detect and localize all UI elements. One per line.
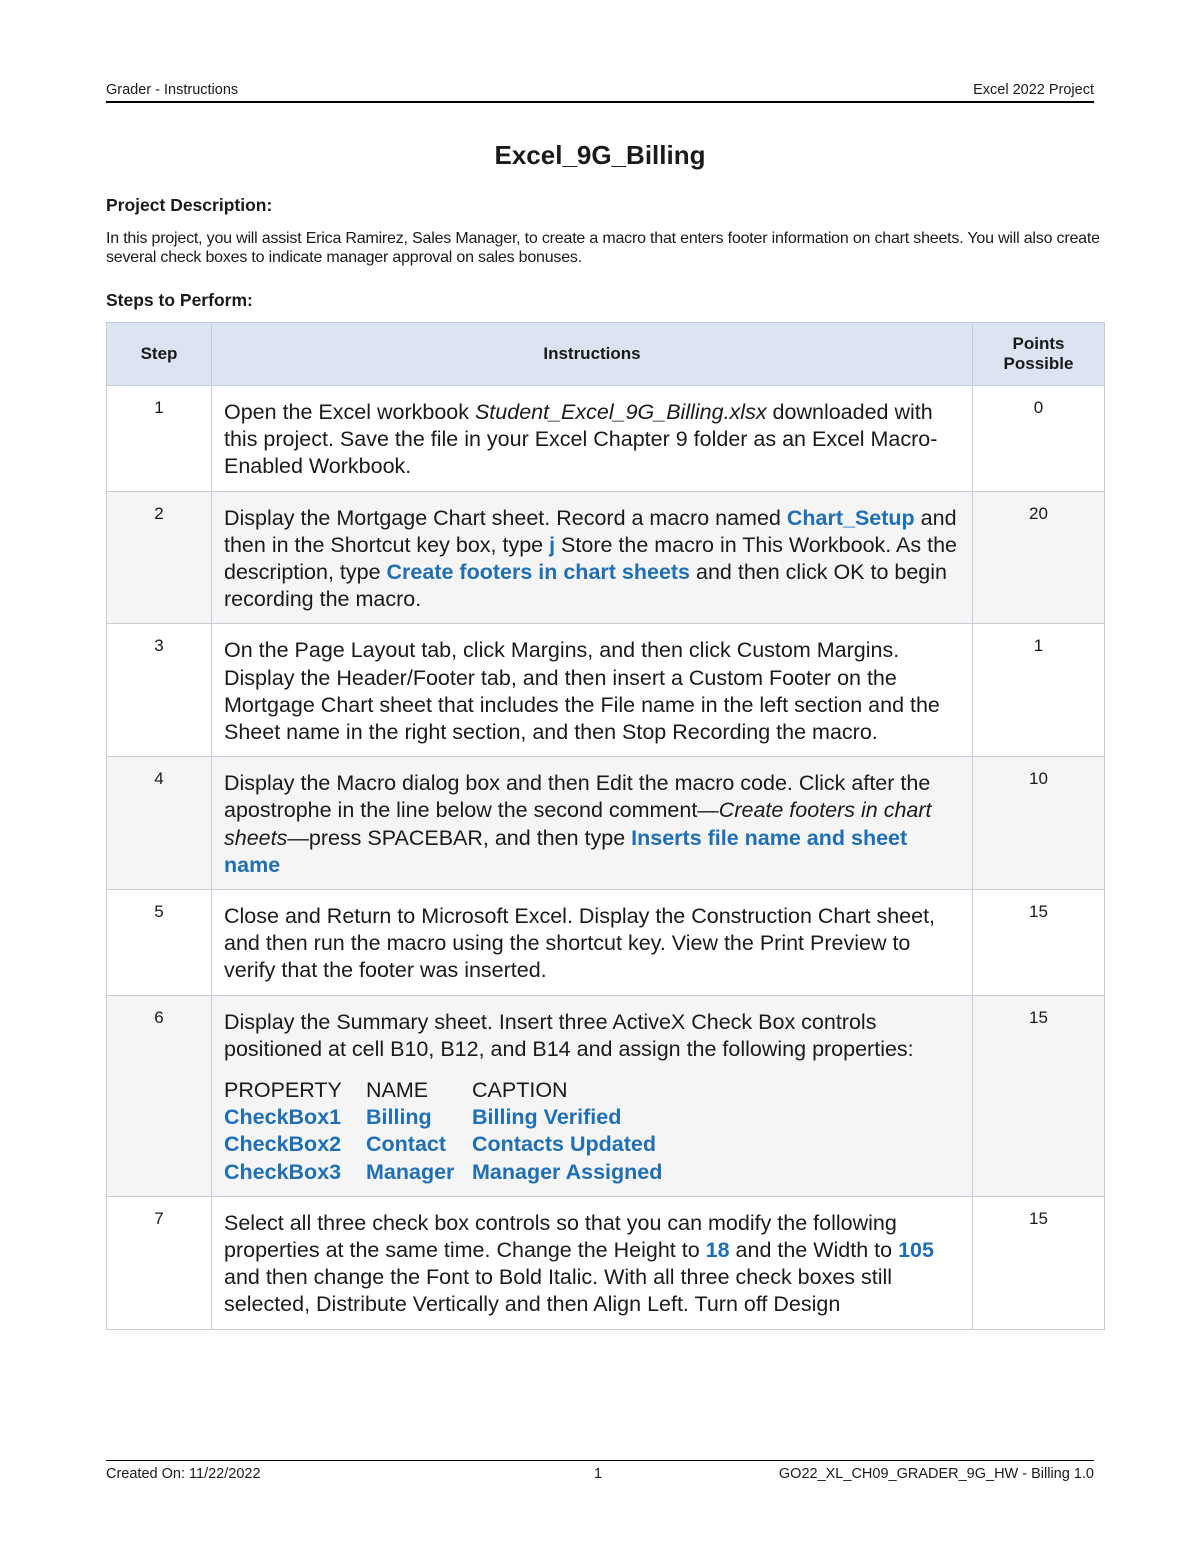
properties-list [224, 1077, 962, 1186]
page-number: 1 [594, 1466, 603, 1482]
step-instructions [212, 624, 973, 757]
step-number: 6 [107, 995, 212, 1196]
highlighted-text: 105 [898, 1238, 934, 1263]
points-possible: 15 [973, 1196, 1105, 1329]
instruction-text: Select all three check box controls so that you can modify the following properties at the same time. Change the Height to [224, 1210, 897, 1263]
table-row [107, 1196, 1105, 1329]
step-number: 4 [107, 757, 212, 890]
footer-right: GO22_XL_CH09_GRADER_9G_HW - Billing 1.0 [778, 1466, 1094, 1482]
property-caption-cell: Billing Verified [472, 1105, 622, 1130]
property-value-name-cell: Manager [366, 1159, 455, 1184]
header-right: Excel 2022 Project [973, 82, 1094, 98]
step-number: 7 [107, 1196, 212, 1329]
instruction-text: Display the Mortgage Chart sheet. Record a macro named [224, 505, 787, 530]
step-number: 3 [107, 624, 212, 757]
table-row [107, 890, 1105, 996]
project-description-heading: Project Description: [106, 195, 273, 215]
property-value-name-cell: Contact [366, 1132, 447, 1157]
column-header-step: Step [107, 323, 212, 386]
property-value-name-cell: NAME [366, 1078, 429, 1103]
highlighted-text: Inserts file name and sheet name [224, 825, 908, 877]
instruction-text: Open the Excel workbook [224, 400, 475, 424]
property-name-cell: CheckBox3 [224, 1159, 342, 1184]
steps-table [106, 322, 1105, 1330]
property-row [224, 1159, 962, 1186]
property-header-row [224, 1077, 962, 1104]
highlighted-text: Create footers in chart sheets [386, 560, 691, 585]
property-caption-cell: CAPTION [472, 1078, 568, 1103]
footer-left: Created On: 11/22/2022 [106, 1466, 261, 1482]
step-instructions [212, 386, 973, 492]
instruction-text: On the Page Layout tab, click Margins, and then click Custom Margins. Display the Header/Footer tab, and then insert a Custom Footer on the Mortgage Chart sheet that includes the File name in the left section and the Sheet name in the right section, and then Stop Recording the macro. [224, 638, 940, 745]
highlighted-text: Chart_Setup [786, 505, 915, 530]
instruction-text: Display the Summary sheet. Insert three ActiveX Check Box controls positioned at cell B10, B12, and B14 and assign the following properties: [224, 1009, 914, 1061]
instruction-text: Close and Return to Microsoft Excel. Display the Construction Chart sheet, and then run the macro using the shortcut key. View the Print Preview to verify that the footer was inserted. [224, 904, 936, 983]
footer-rule [106, 1460, 1094, 1461]
step-instructions [212, 995, 973, 1196]
italic-text: Student_Excel_9G_Billing.xlsx [474, 400, 767, 424]
property-name-cell: PROPERTY [224, 1078, 342, 1103]
column-header-instructions: Instructions [212, 323, 973, 386]
table-row [107, 624, 1105, 757]
step-number: 5 [107, 890, 212, 996]
points-possible: 15 [973, 995, 1105, 1196]
step-instructions [212, 491, 973, 624]
table-row [107, 491, 1105, 624]
table-header-row [107, 323, 1105, 386]
document-title: Excel_9G_Billing [494, 140, 706, 170]
points-possible: 15 [973, 890, 1105, 996]
instruction-text: and then change the Font to Bold Italic. With all three check boxes still selected, Distribute Vertically and then Align Left. Turn off Design [224, 1265, 893, 1317]
column-header-points [973, 323, 1105, 386]
instruction-text: Store the macro in This Workbook. As the description, type [224, 532, 957, 585]
points-header-line1: Points [1012, 334, 1065, 353]
steps-heading: Steps to Perform: [106, 290, 253, 310]
instruction-text: and then in the Shortcut key box, type [224, 505, 957, 557]
points-possible: 0 [973, 386, 1105, 492]
header-left: Grader - Instructions [106, 82, 239, 98]
header-rule [106, 101, 1094, 103]
step-number: 2 [107, 491, 212, 624]
table-row [107, 995, 1105, 1196]
highlighted-text: 18 [705, 1238, 730, 1263]
step-instructions [212, 890, 973, 996]
step-instructions [212, 757, 973, 890]
italic-text: Create footers in chart sheets [224, 798, 932, 850]
points-header-line2: Possible [1003, 354, 1074, 373]
step-instructions [212, 1196, 973, 1329]
property-row [224, 1104, 962, 1131]
points-possible: 20 [973, 491, 1105, 624]
property-name-cell: CheckBox2 [224, 1132, 342, 1157]
highlighted-text: j [549, 532, 556, 557]
project-description-text: In this project, you will assist Erica Ramirez, Sales Manager, to create a macro that enters footer information on chart sheets. You will also create several check boxes to indicate manager approval on sales bonuses. [106, 230, 1100, 266]
table-row [107, 386, 1105, 492]
property-caption-cell: Manager Assigned [472, 1159, 663, 1184]
instruction-text: downloaded with this project. Save the file in your Excel Chapter 9 folder as an Excel Macro-Enabled Workbook. [224, 400, 938, 479]
property-name-cell: CheckBox1 [224, 1105, 342, 1130]
property-value-name-cell: Billing [366, 1105, 432, 1130]
step-number: 1 [107, 386, 212, 492]
property-row [224, 1131, 962, 1158]
table-row [107, 757, 1105, 890]
points-possible: 10 [973, 757, 1105, 890]
property-caption-cell: Contacts Updated [472, 1132, 656, 1157]
points-possible: 1 [973, 624, 1105, 757]
instruction-text: and the Width to [729, 1238, 899, 1263]
instruction-text: and then click OK to begin recording the macro. [224, 560, 947, 612]
instruction-text: Display the Macro dialog box and then Edit the macro code. Click after the apostrophe in the line below the second comment— [224, 771, 931, 823]
instruction-text: —press SPACEBAR, and then type [287, 825, 632, 850]
